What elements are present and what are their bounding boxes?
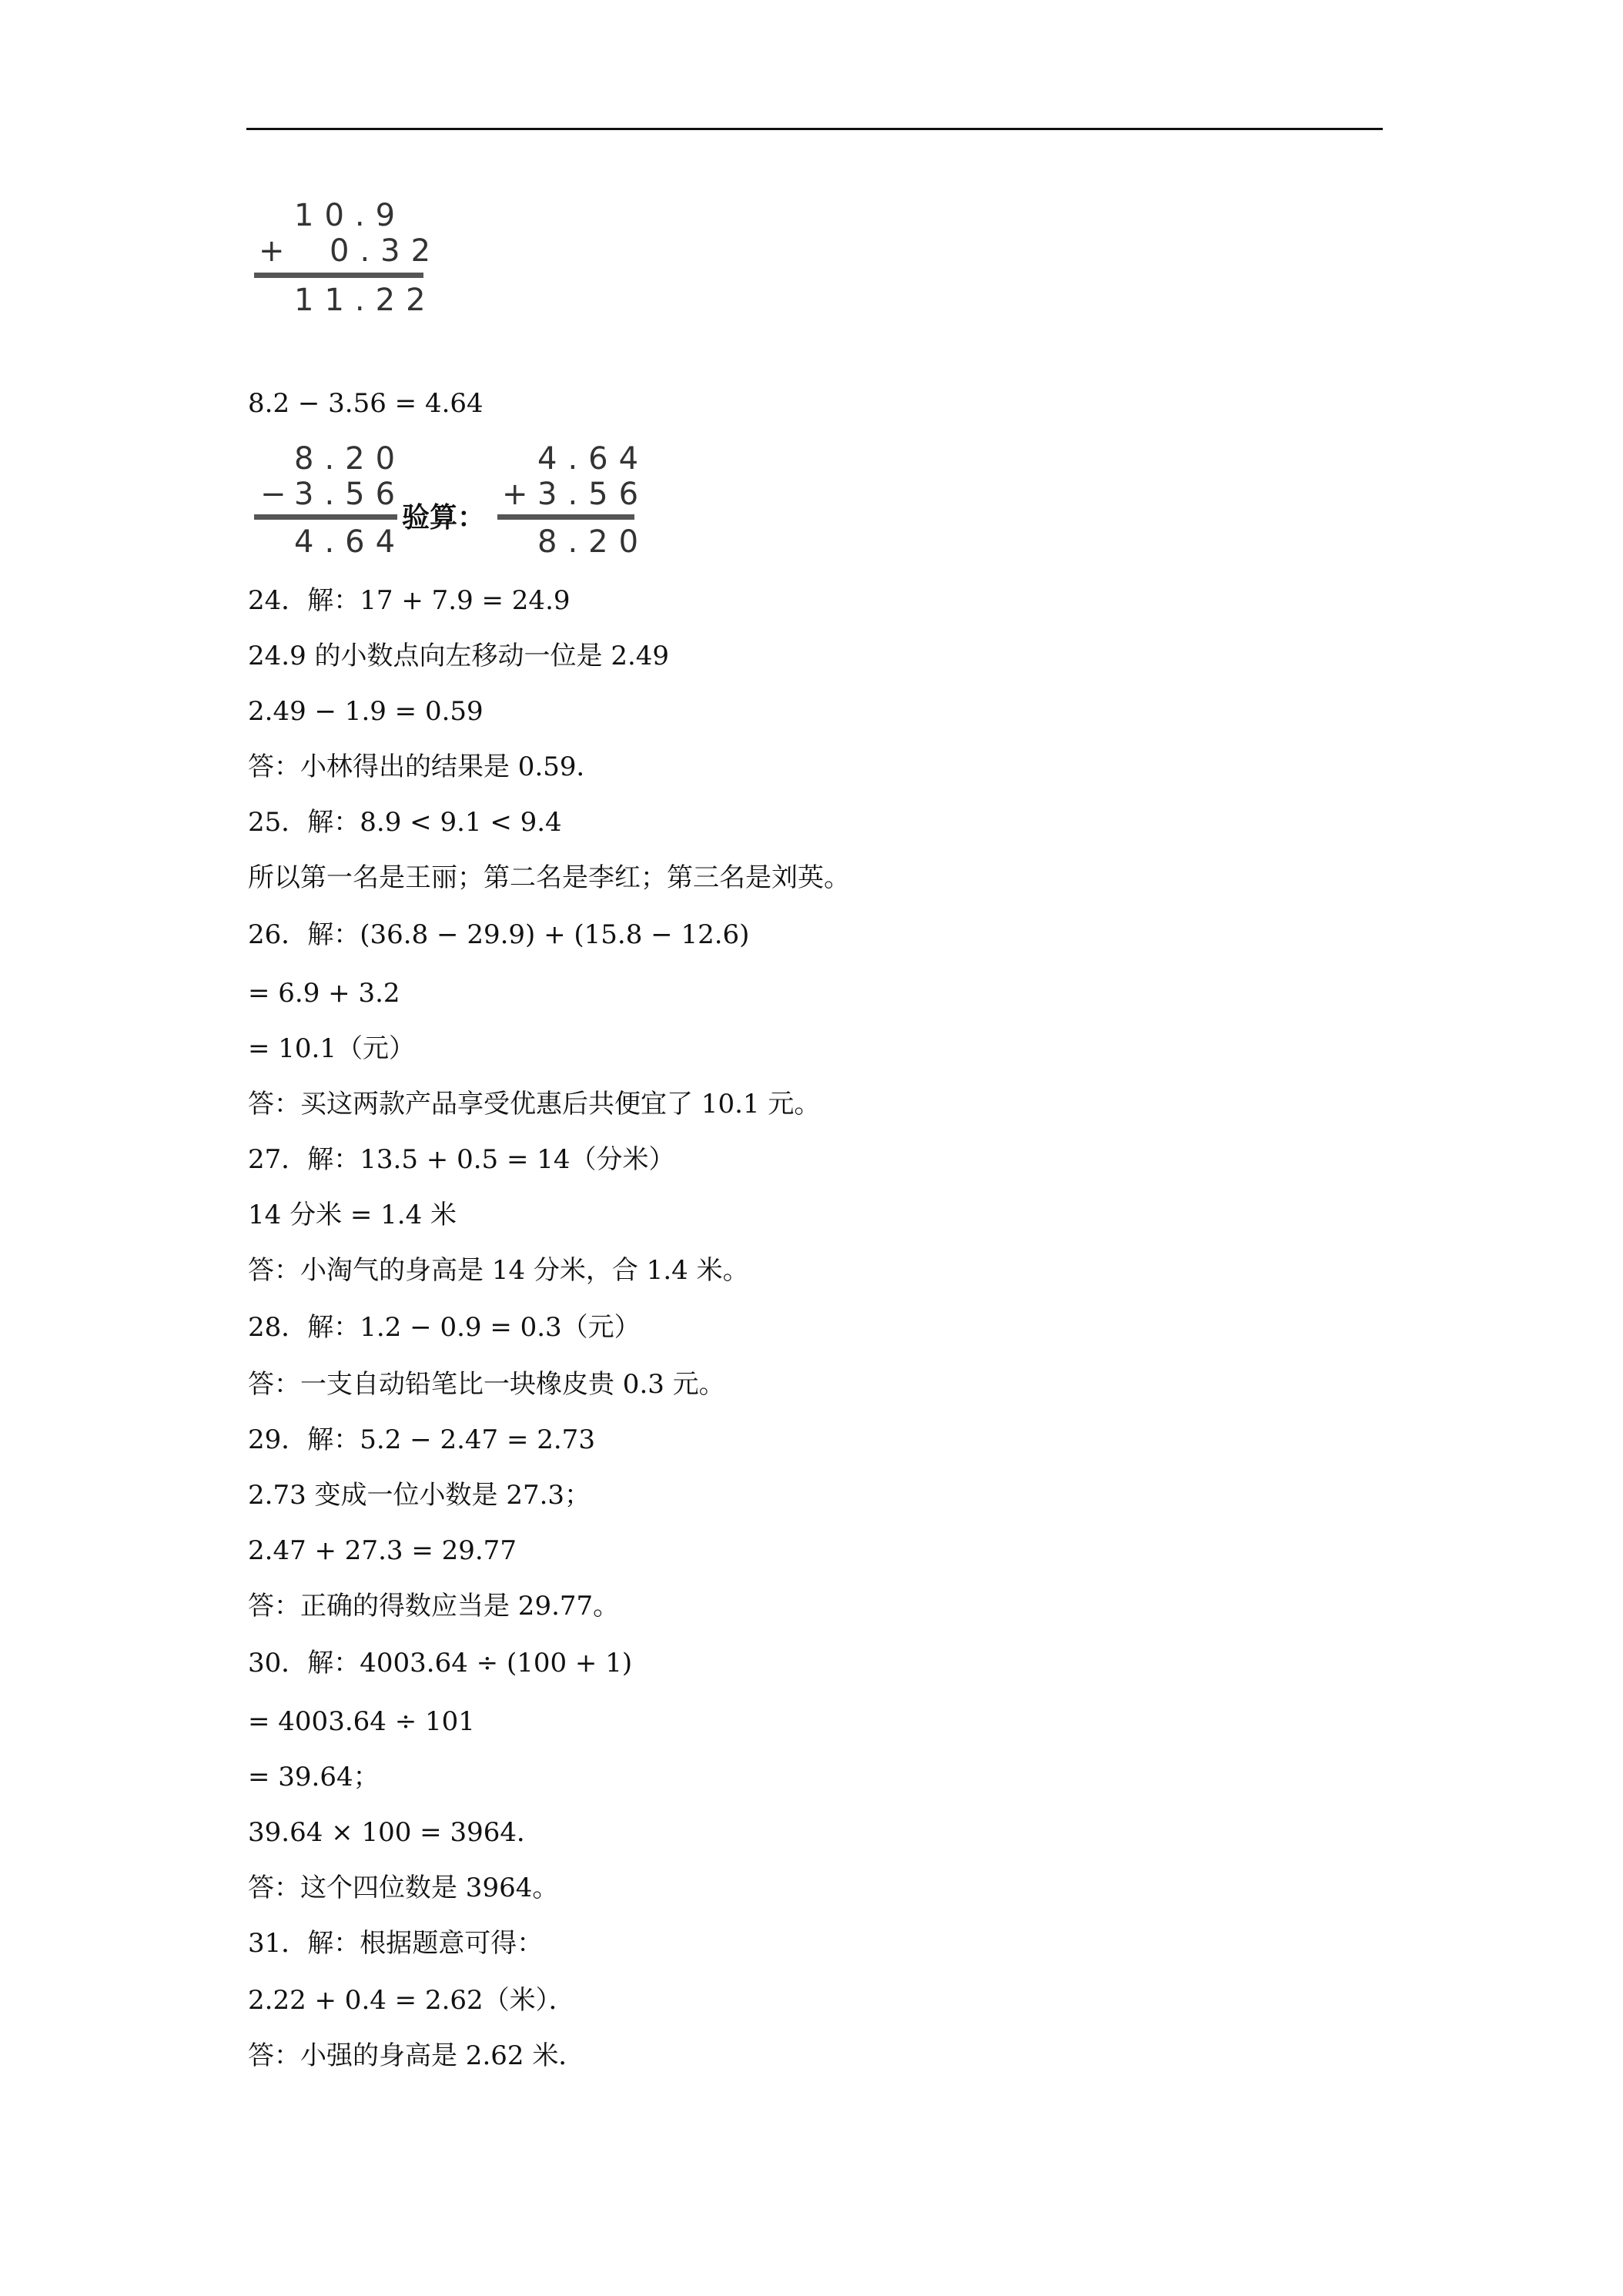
solution-line: 29．解：5.2 − 2.47 = 2.73 — [248, 1424, 595, 1455]
calc-bar — [497, 514, 634, 520]
solution-line: 2.22 + 0.4 = 2.62（米）． — [248, 1985, 575, 2016]
solution-line: = 4003.64 ÷ 101 — [248, 1706, 475, 1737]
calc-second-number: 3.56 — [537, 477, 650, 512]
solution-line: 26．解：(36.8 − 29.9) + (15.8 − 12.6) — [248, 919, 750, 950]
solution-line: 2.47 + 27.3 = 29.77 — [248, 1535, 517, 1566]
header-rule — [246, 128, 1383, 130]
solution-line: 2.73 变成一位小数是 27.3； — [248, 1480, 591, 1511]
calc-operator: − — [260, 477, 297, 512]
answer-line: 答：小强的身高是 2.62 米． — [248, 2040, 585, 2071]
vertical-addition-1 — [254, 198, 442, 322]
solution-line: 24.9 的小数点向左移动一位是 2.49 — [248, 641, 670, 671]
answer-line: 答：买这两款产品享受优惠后共便宜了 10.1 元。 — [248, 1089, 821, 1120]
solution-line: 28．解：1.2 − 0.9 = 0.3（元） — [248, 1312, 641, 1343]
check-label: 验算： — [402, 502, 486, 534]
vertical-addition-check — [497, 442, 651, 565]
calc-bar — [254, 514, 397, 520]
vertical-subtraction — [254, 442, 408, 565]
answer-line: 答：正确的得数应当是 29.77。 — [248, 1591, 620, 1622]
calc-result: 4.64 — [294, 524, 407, 560]
answer-line: 答：这个四位数是 3964。 — [248, 1873, 559, 1903]
calc-second-number: 3.56 — [294, 477, 407, 512]
solution-line: 39.64 × 100 = 3964． — [248, 1817, 543, 1848]
solution-line: 30．解：4003.64 ÷ (100 + 1) — [248, 1648, 633, 1678]
solution-line: 所以第一名是王丽；第二名是李红；第三名是刘英。 — [248, 862, 850, 893]
calc-operator: + — [259, 233, 296, 269]
calc-operator: + — [502, 477, 539, 512]
calc-second-number: 0.32 — [330, 233, 442, 269]
solution-line: 14 分米 = 1.4 米 — [248, 1200, 457, 1230]
solution-line: = 6.9 + 3.2 — [248, 978, 400, 1009]
answer-line: 答：小淘气的身高是 14 分米，合 1.4 米。 — [248, 1255, 749, 1286]
solution-line: 31．解：根据题意可得： — [248, 1928, 544, 1959]
calc-bar — [254, 273, 423, 278]
calc-top-number: 4.64 — [537, 441, 650, 477]
calc-top-number: 10.9 — [294, 198, 407, 233]
answer-line: 答：一支自动铅笔比一块橡皮贵 0.3 元。 — [248, 1369, 725, 1400]
solution-line: 2.49 − 1.9 = 0.59 — [248, 696, 484, 727]
calc-result: 11.22 — [294, 283, 437, 318]
solution-line: 25．解：8.9 < 9.1 < 9.4 — [248, 807, 562, 838]
answer-line: 答：小林得出的结果是 0.59． — [248, 751, 603, 782]
equation-subtraction: 8.2 − 3.56 = 4.64 — [248, 388, 484, 419]
solution-line: 27．解：13.5 + 0.5 = 14（分米） — [248, 1144, 675, 1175]
solution-line: = 10.1（元） — [248, 1033, 415, 1064]
calc-top-number: 8.20 — [294, 441, 407, 477]
solution-line: = 39.64； — [248, 1762, 380, 1792]
calc-result: 8.20 — [537, 524, 650, 560]
solution-line: 24．解：17 + 7.9 = 24.9 — [248, 585, 571, 616]
